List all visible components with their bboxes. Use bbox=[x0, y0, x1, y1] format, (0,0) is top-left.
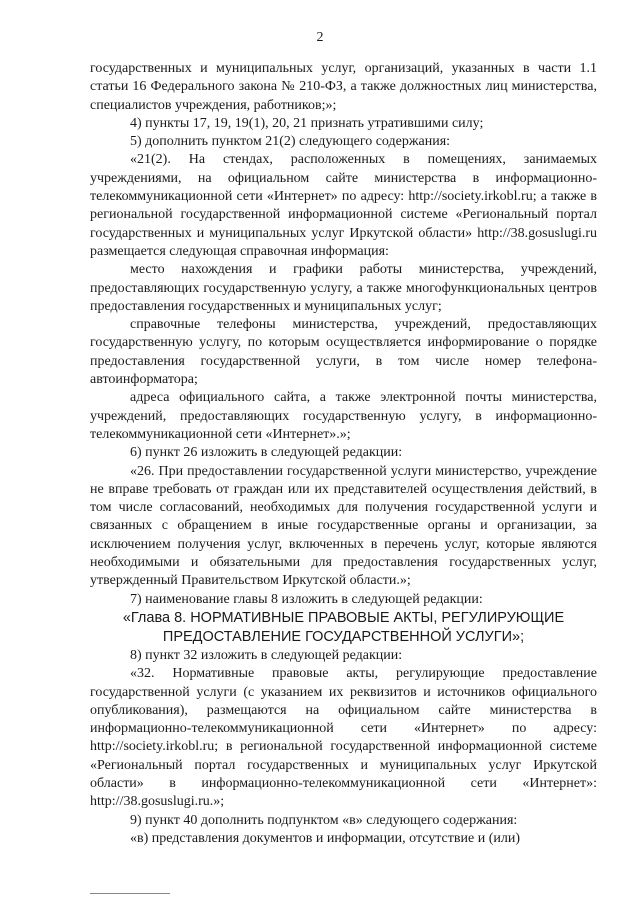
paragraph-item-5: 5) дополнить пунктом 21(2) следующего содержания: bbox=[130, 134, 451, 150]
paragraph-item-6: 6) пункт 26 изложить в следующей редакции: bbox=[130, 445, 403, 461]
paragraph-clause-21-2: «21(2). На стендах, расположенных в помещениях, занимаемых учреждениями, на официальном сайте министерства в информационно-телекоммуникационной сети «Интернет» по адресу: http://society.irkobl.ru; а также в региональной государственной информационной системе «Региональный портал государственных и муниципальных услуг Иркутской области» http://38.gosuslugi.ru размещается следующая справочная информация: bbox=[90, 152, 597, 259]
paragraph-continuation: государственных и муниципальных услуг, организаций, указанных в части 1.1 статьи 16 Федерального закона № 210-ФЗ, а также должностных лиц министерства, специалистов учреждения, работников;»; bbox=[90, 61, 597, 113]
page-number: 2 bbox=[316, 30, 324, 45]
footer-rule bbox=[90, 893, 170, 894]
paragraph-location-info: место нахождения и графики работы министерства, учреждений, предоставляющих государственную услугу, а также многофункциональных центров предоставления государственных и муниципальных услуг; bbox=[90, 262, 597, 314]
paragraph-clause-32: «32. Нормативные правовые акты, регулирующие предоставление государственной услуги (с указанием их реквизитов и источников официального опубликования), размещаются на официальном сайте министерства в информационно-телекоммуникационной сети «Интернет» по адресу: http://society.irkobl.ru; в региональной государственной информационной системе «Региональный портал государственных и муниципальных услуг Иркутской области» в информационно-телекоммуникационной сети «Интернет»: http://38.gosuslugi.ru.»; bbox=[90, 666, 597, 810]
paragraph-item-8: 8) пункт 32 изложить в следующей редакции: bbox=[130, 647, 403, 663]
paragraph-addresses-info: адреса официального сайта, а также электронной почты министерства, учреждений, предоставляющих государственную услугу, в информационно-телекоммуникационной сети «Интернет».»; bbox=[90, 390, 597, 442]
paragraph-phones-info: справочные телефоны министерства, учреждений, предоставляющих государственную услугу, по которым осуществляется информирование о порядке предоставления государственной услуги, в том числе номер телефона-автоинформатора; bbox=[90, 317, 597, 388]
chapter-heading: «Глава 8. НОРМАТИВНЫЕ ПРАВОВЫЕ АКТЫ, РЕГУЛИРУЮЩИЕ ПРЕДОСТАВЛЕНИЕ ГОСУДАРСТВЕННОЙ УСЛУГИ»; bbox=[122, 609, 565, 645]
paragraph-clause-26: «26. При предоставлении государственной услуги министерство, учреждение не вправе требовать от граждан или их представителей осуществления действий, в том числе согласований, необходимых для получения государственной услуги и связанных с обращением в иные государственные органы и организации, за исключением получения услуг, включенных в перечень услуг, которые являются необходимыми и обязательными для предоставления государственных услуг, утвержденный Правительством Иркутской области.»; bbox=[90, 463, 597, 589]
document-body bbox=[90, 60, 597, 848]
paragraph-item-7: 7) наименование главы 8 изложить в следующей редакции: bbox=[130, 591, 483, 607]
paragraph-subclause-v: «в) представления документов и информации, отсутствие и (или) bbox=[130, 830, 520, 846]
paragraph-item-9: 9) пункт 40 дополнить подпунктом «в» следующего содержания: bbox=[130, 812, 518, 828]
paragraph-item-4: 4) пункты 17, 19, 19(1), 20, 21 признать утратившими силу; bbox=[130, 115, 484, 131]
